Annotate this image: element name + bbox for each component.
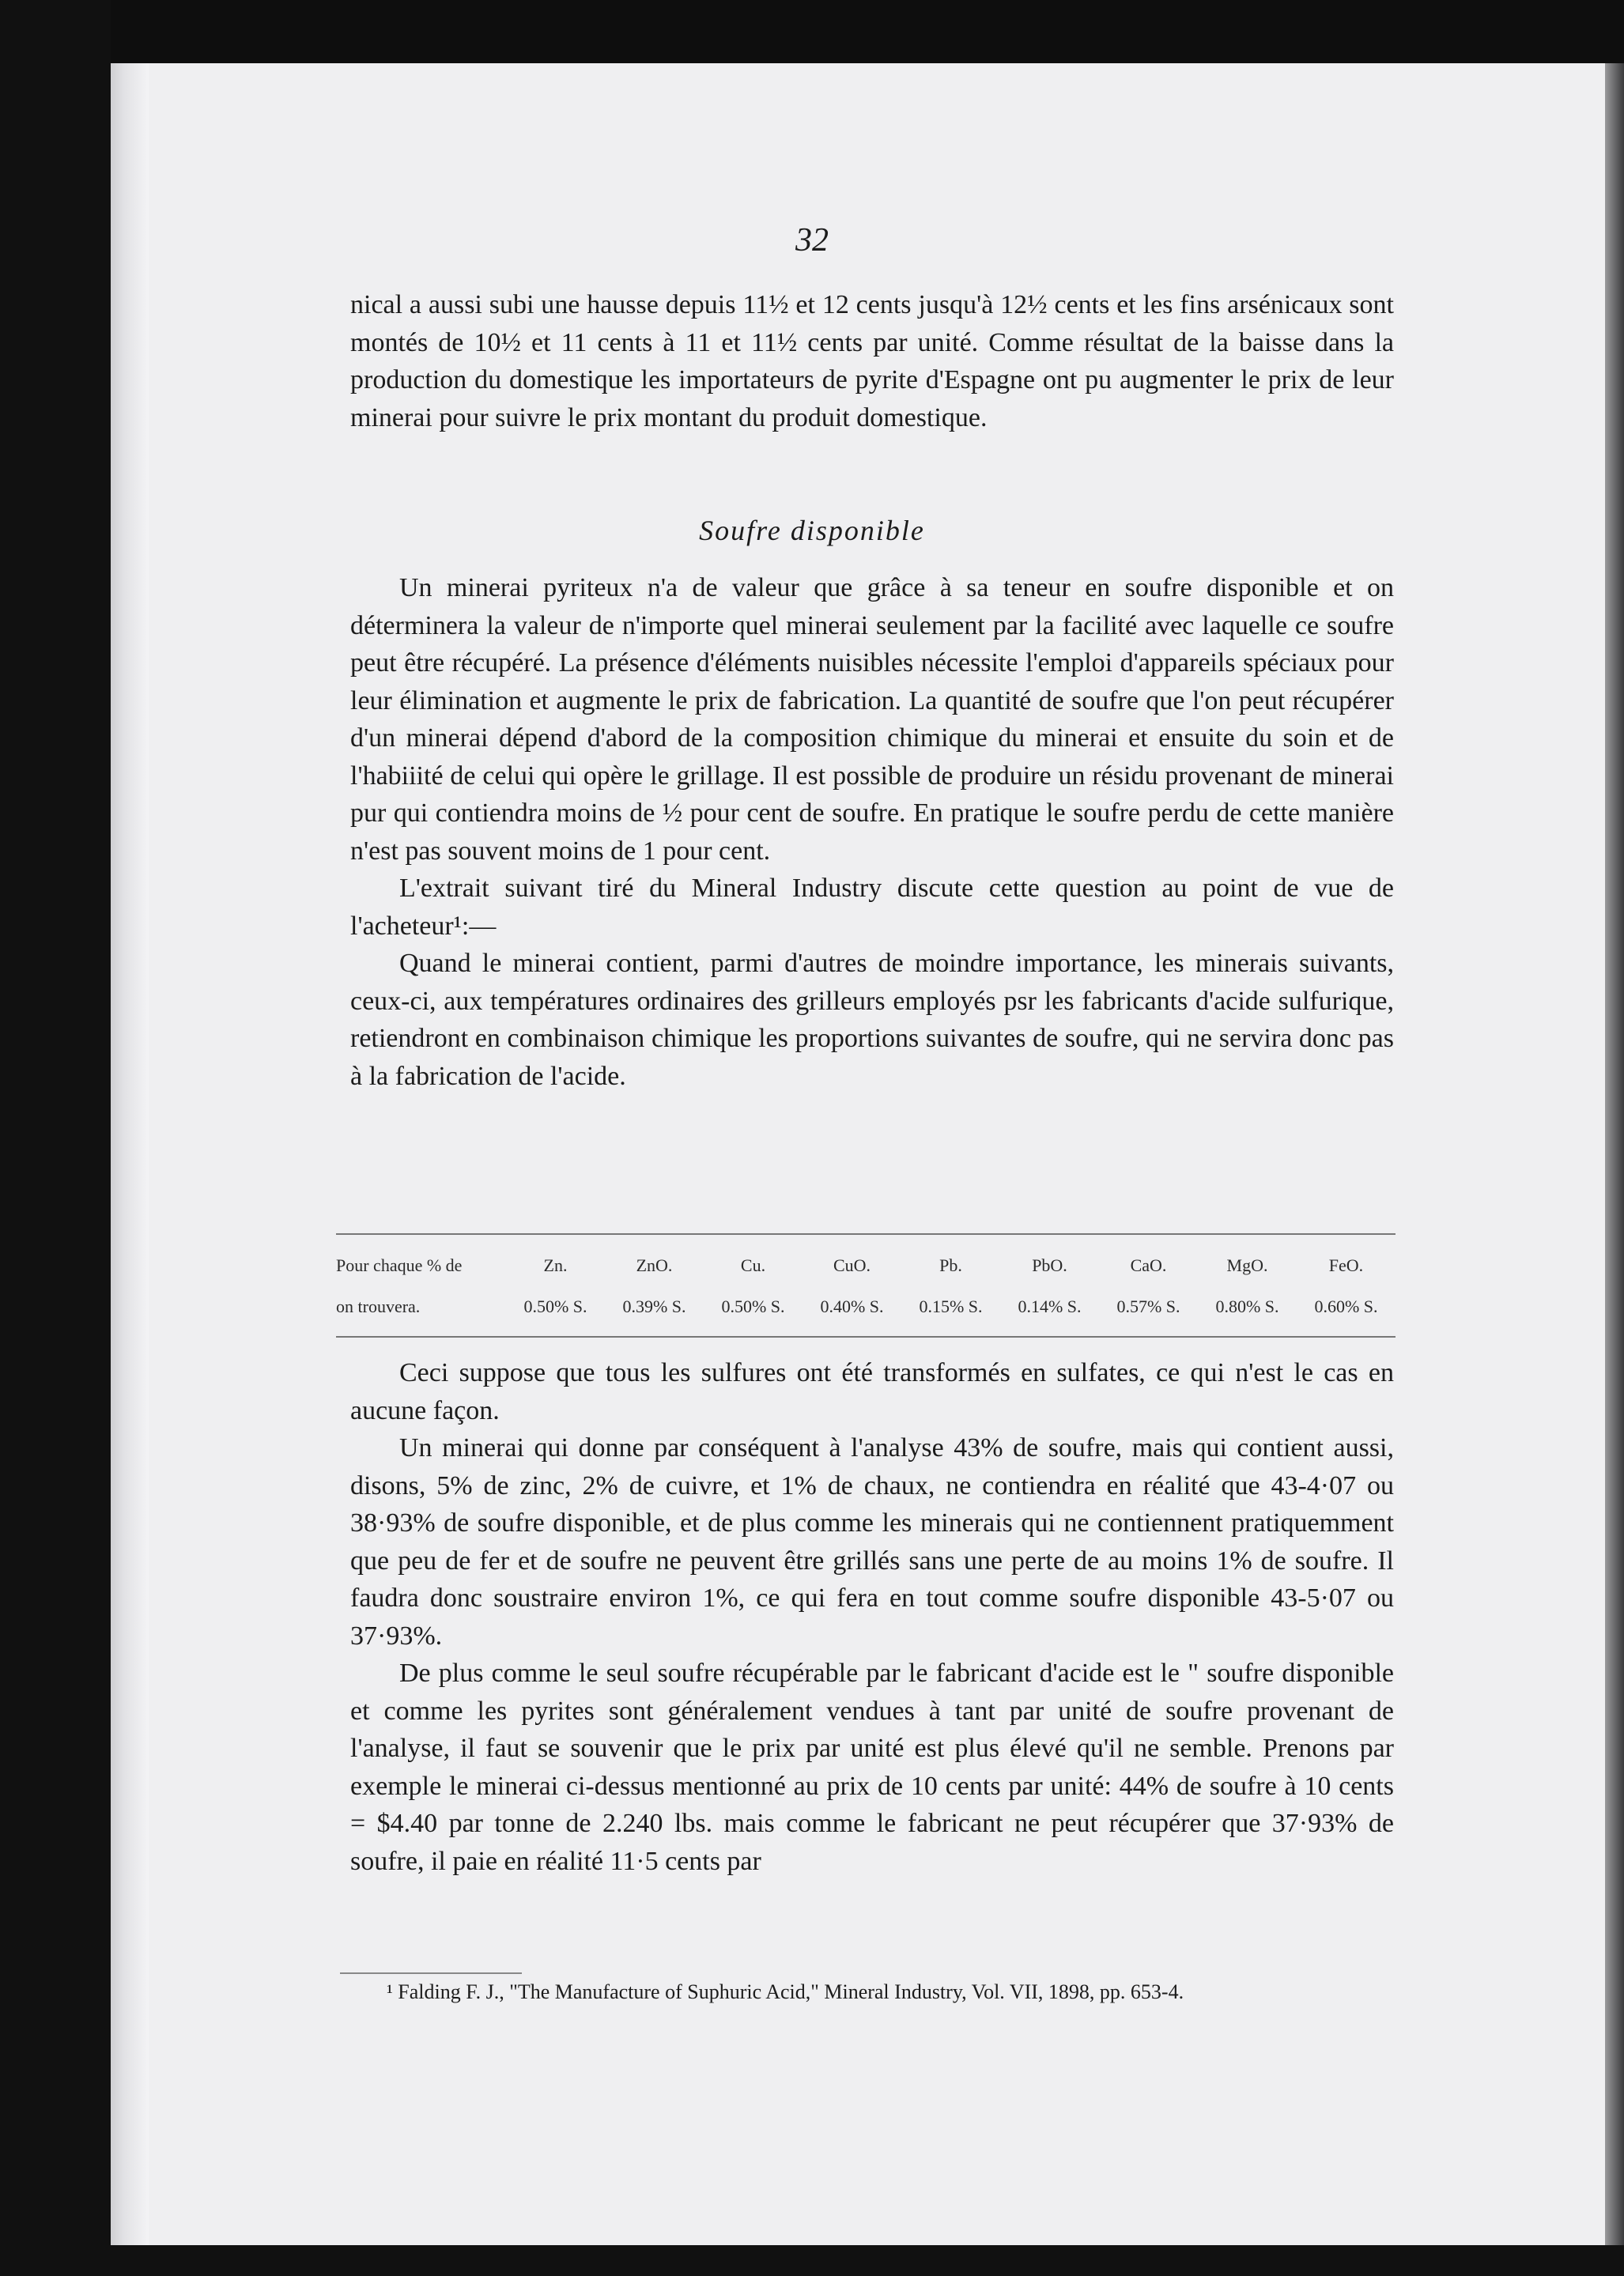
page-number: 32 bbox=[795, 222, 829, 259]
table-value: 0.50% S. bbox=[523, 1297, 587, 1316]
paragraph-text: Un minerai pyriteux n'a de valeur que grâce à sa teneur en soufre disponible et on déterminera la valeur de n'importe quel minerai seulement par la facilité avec laquelle ce soufre peut être récupéré. La présence d'éléments nuisibles nécessite l'emploi d'appareils spéciaux pour leur élimination et augmente le prix de fabrication. La quantité de soufre que l'on peut récupérer d'un minerai dépend d'abord de la composition chimique du minerai et ensuite du soin et de l'habiiité de celui qui opère le grillage. Il est possible de produire un résidu provenant de minerai pur qui contiendra moins de ½ pour cent de soufre. En pratique le soufre perdu de cette manière n'est pas souvent moins de 1 pour cent. bbox=[350, 573, 1394, 866]
table-header-row bbox=[336, 1245, 1396, 1286]
paragraph-text: De plus comme le seul soufre récupérable par le fabricant d'acide est le " soufre disponible et comme les pyrites sont généralement vendues à tant par unité de soufre provenant de l'analyse, il faut se souvenir que le prix par unité est plus élevé qu'il ne semble. Prenons par exemple le minerai ci-dessus mentionné au prix de 10 cents par unité: 44% de soufre à 10 cents = $4.40 par tonne de 2.240 lbs. mais comme le fabricant ne peut récupérer que 37·93% de soufre, il paie en réalité 11·5 cents par bbox=[350, 1659, 1394, 1876]
table-bottom-rule bbox=[336, 1336, 1396, 1338]
page-right-edge bbox=[1605, 63, 1624, 2245]
table-value: 0.57% S. bbox=[1116, 1297, 1180, 1316]
sulfur-retention-table bbox=[336, 1245, 1396, 1327]
paragraph-text: Ceci suppose que tous les sulfures ont été transformés en sulfates, ce qui n'est le cas en aucune façon. bbox=[350, 1358, 1394, 1425]
paragraph-text: Un minerai qui donne par conséquent à l'analyse 43% de soufre, mais qui contient aussi, disons, 5% de zinc, 2% de cuivre, et 1% de chaux, ne contiendra en réalité que 43-4·07 ou 38·93% de soufre disponible, et de plus comme les minerais qui ne contiennent pratiquemment que peu de fer et de soufre ne peuvent être grillés sans une perte de au moins 1% de soufre. Il faudra donc soustraire environ 1%, ce qui fera en tout comme soufre disponible 43-5·07 ou 37·93%. bbox=[350, 1433, 1394, 1651]
table-element: CuO. bbox=[833, 1255, 871, 1275]
table-value: 0.50% S. bbox=[721, 1297, 785, 1316]
table-element: PbO. bbox=[1032, 1255, 1067, 1275]
table-element: CaO. bbox=[1130, 1255, 1167, 1275]
table-value: 0.39% S. bbox=[622, 1297, 686, 1316]
body-section-2 bbox=[350, 1354, 1394, 1880]
table-element: FeO. bbox=[1328, 1255, 1364, 1275]
table-value: 0.80% S. bbox=[1215, 1297, 1279, 1316]
table-row-label: on trouvera. bbox=[336, 1297, 421, 1316]
footnote-rule bbox=[340, 1972, 522, 1974]
page-binding-edge bbox=[111, 63, 149, 2245]
table-element: Cu. bbox=[740, 1255, 766, 1275]
table-value-row bbox=[336, 1286, 1396, 1327]
paragraph-text: Quand le minerai contient, parmi d'autres de moindre importance, les minerais suivants, ceux-ci, aux températures ordinaires des grilleurs employés psr les fabricants d'acide sulfurique, retiendront en combinaison chimique les proportions suivantes de soufre, qui ne servira donc pas à la fabrication de l'acide. bbox=[350, 949, 1394, 1091]
table-value: 0.15% S. bbox=[919, 1297, 983, 1316]
paragraph-text: nical a aussi subi une hausse depuis 11½ et 12 cents jusqu'à 12½ cents et les fins arsénicaux sont montés de 10½ et 11 cents à 11 et 11½ cents par unité. Comme résultat de la baisse dans la production du domestique les importateurs de pyrite d'Espagne ont pu augmenter le prix de leur minerai pour suivre le prix montant du produit domestique. bbox=[350, 290, 1394, 432]
table-element: Pb. bbox=[939, 1255, 962, 1275]
table-top-rule bbox=[336, 1233, 1396, 1235]
table-value: 0.60% S. bbox=[1314, 1297, 1378, 1316]
table-element: Zn. bbox=[543, 1255, 568, 1275]
section-heading: Soufre disponible bbox=[699, 515, 925, 546]
scan-top-border bbox=[111, 0, 1624, 63]
table-element: ZnO. bbox=[636, 1255, 673, 1275]
body-section-1 bbox=[350, 569, 1394, 1095]
table-value: 0.40% S. bbox=[820, 1297, 884, 1316]
footnote: ¹ Falding F. J., "The Manufacture of Suphuric Acid," Mineral Industry, Vol. VII, 1898, pp. 653-4. bbox=[387, 1980, 1184, 2003]
table-header-label: Pour chaque % de bbox=[336, 1255, 463, 1275]
table-element: MgO. bbox=[1226, 1255, 1268, 1275]
table-value: 0.14% S. bbox=[1018, 1297, 1082, 1316]
paragraph-continuation bbox=[350, 286, 1394, 436]
paragraph-text: L'extrait suivant tiré du Mineral Industry discute cette question au point de vue de l'acheteur¹:— bbox=[350, 874, 1394, 941]
